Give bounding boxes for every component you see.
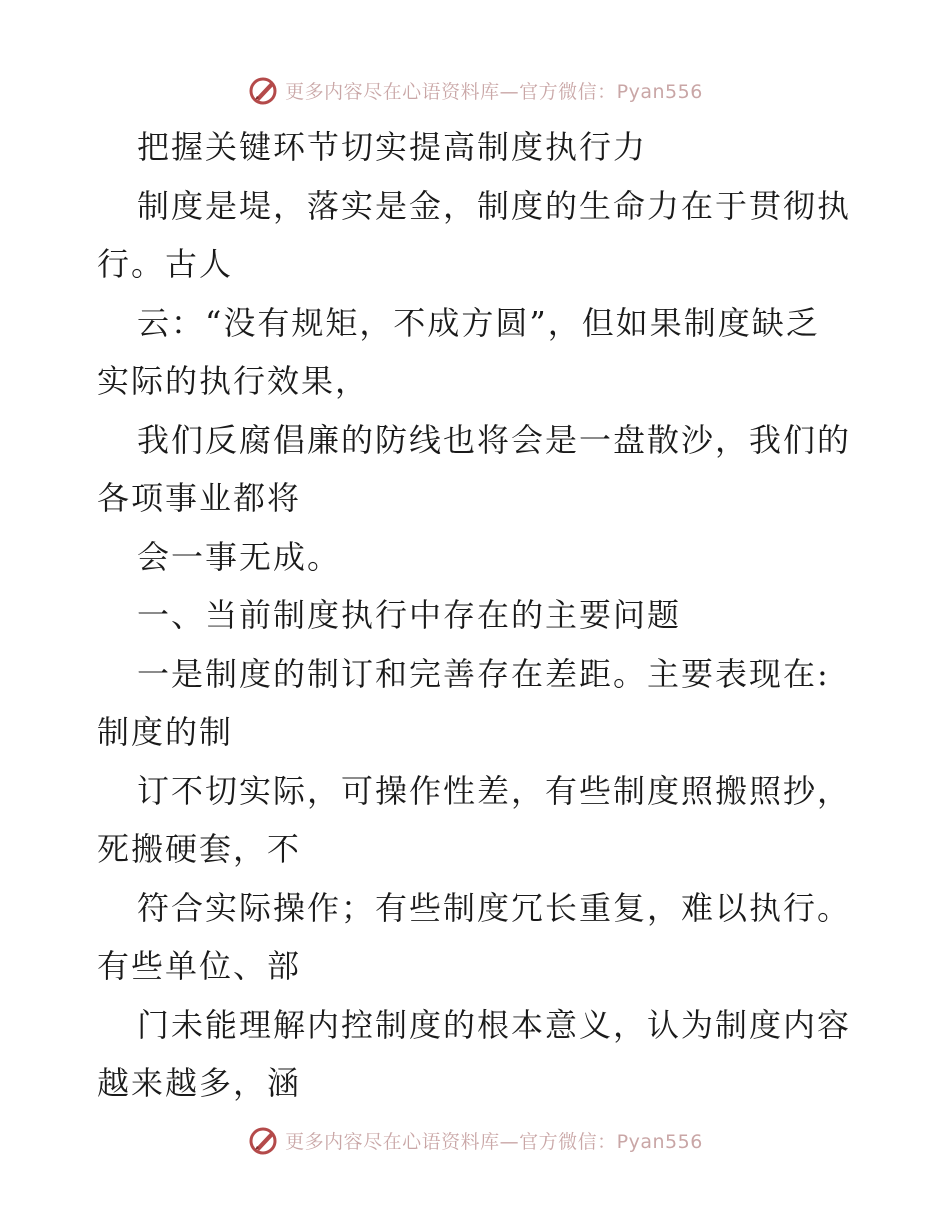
watermark-text: 更多内容尽在心语资料库—官方微信：Pyan556 xyxy=(285,80,703,103)
text-line: 我们反腐倡廉的防线也将会是一盘散沙，我们的 xyxy=(137,420,852,459)
document-body xyxy=(97,118,857,1113)
text-line: 死搬硬套，不 xyxy=(97,830,302,868)
text-line: 一是制度的制订和完善存在差距。主要表现在: xyxy=(137,654,830,693)
text-line: 云：“没有规矩，不成方圆”，但如果制度缺乏 xyxy=(137,303,820,342)
text-line: 会一事无成。 xyxy=(137,537,342,576)
watermark-text: 更多内容尽在心语资料库—官方微信：Pyan556 xyxy=(285,1130,703,1153)
text-line: 制度的制 xyxy=(97,713,234,751)
header-watermark xyxy=(0,70,950,110)
footer-watermark xyxy=(0,1120,950,1160)
pen-logo-icon xyxy=(247,1124,279,1156)
text-line: 一、当前制度执行中存在的主要问题 xyxy=(137,596,682,634)
text-line: 门未能理解内控制度的根本意义，认为制度内容 xyxy=(137,1005,852,1044)
text-line: 有些单位、部 xyxy=(97,947,302,985)
text-line: 各项事业都将 xyxy=(97,479,302,517)
text-line: 符合实际操作；有些制度冗长重复，难以执行。 xyxy=(137,888,852,927)
text-line: 订不切实际，可操作性差，有些制度照搬照抄， xyxy=(137,771,852,810)
text-line: 把握关键环节切实提高制度执行力 xyxy=(137,128,648,166)
text-line: 制度是堤，落实是金，制度的生命力在于贯彻执 xyxy=(137,186,852,225)
text-line: 行。古人 xyxy=(97,245,234,283)
pen-logo-icon xyxy=(247,74,279,106)
text-line: 越来越多，涵 xyxy=(97,1064,302,1102)
text-line: 实际的执行效果， xyxy=(97,362,370,400)
